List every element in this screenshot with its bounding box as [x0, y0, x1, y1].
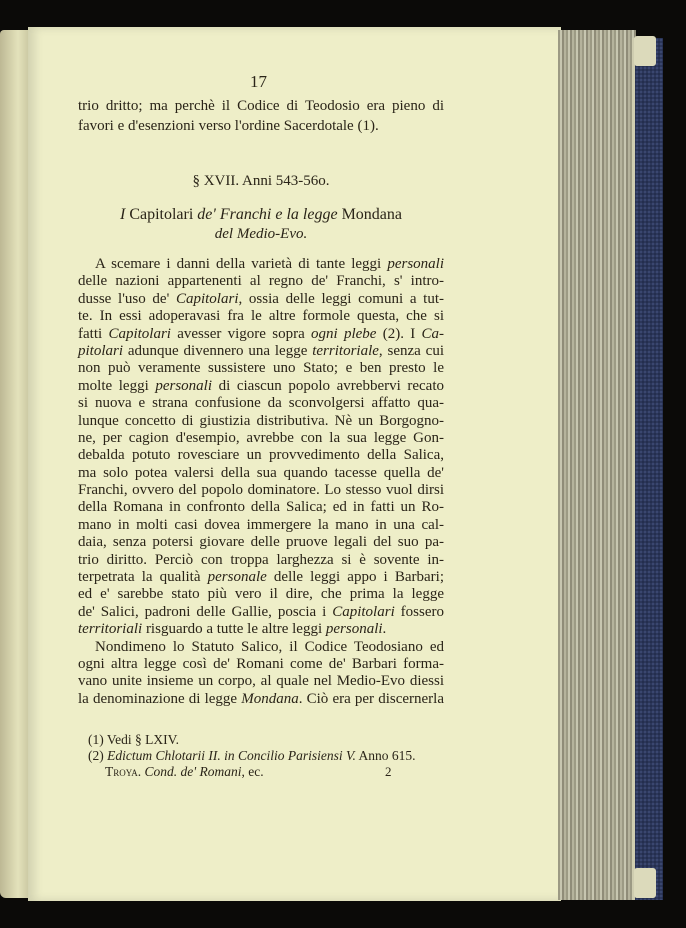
text-segment: Capitolari: [125, 206, 198, 223]
text-line: [78, 291, 444, 308]
signature-mark: 2: [385, 764, 392, 779]
text-line: [78, 534, 444, 551]
text-line: [78, 691, 444, 708]
text-segment: trio dritto; ma perchè il Codice di Teodosio era pieno di: [78, 98, 444, 114]
text-segment: daia, senza potersi giovare delle pruove legali del suo pa-: [78, 534, 444, 551]
text-segment: adunque divennero una legge: [123, 342, 313, 359]
text-segment: terpetrata la qualità: [78, 569, 208, 586]
text-segment: , senza cui: [378, 342, 445, 359]
text-line: [78, 116, 444, 136]
text-line: [78, 482, 444, 499]
body-text: [78, 256, 444, 708]
text-line: [78, 673, 444, 690]
text-segment: (2): [88, 748, 108, 763]
cover-corner-bottom: [634, 868, 656, 898]
text-line: [78, 499, 444, 516]
text-line: [78, 413, 444, 430]
text-segment: delle nazioni appartenenti al regno de' Franchi, s' intro-: [78, 273, 444, 290]
text-line: [88, 748, 444, 764]
text-segment: ne, per cagion d'esempio, avrebbe con la sua legge Gon-: [78, 429, 444, 446]
text-segment: vano unite insieme un corpo, al quale nel Medio-Evo diessi: [78, 673, 444, 690]
text-segment: Cond. de' Romani: [144, 764, 242, 779]
section-heading: § XVII. Anni 543-56o.: [192, 173, 330, 189]
text-segment: risguardo a tutte le altre leggi: [142, 621, 326, 638]
text-segment: . Ciò era per discernerla: [298, 690, 444, 707]
text-segment: si nuova e strana confusione da sconvolgersi affatto qua-: [78, 395, 444, 412]
text-segment: della Romana in confronto della Salica; ed in fatti un Ro-: [78, 499, 444, 516]
chapter-subtitle: del Medio-Evo.: [214, 226, 308, 242]
text-segment: Anno 615.: [355, 748, 416, 763]
text-line: [78, 430, 444, 447]
page-edges: [558, 30, 636, 900]
text-line: [78, 395, 444, 412]
text-segment: lunque concetto di giustizia distributiva. Nè un Borgogno-: [78, 412, 444, 429]
text-segment: pitolari: [78, 342, 124, 359]
text-line: [78, 639, 444, 656]
text-segment: ma solo potea valersi della sua quando tacesse quella de': [78, 464, 444, 481]
text-segment: Edictum Chlotarii II. in Concilio Parisiensi V.: [107, 748, 356, 763]
text-line: [78, 326, 444, 343]
text-segment: ed e' sarebbe stato più vero il dire, che prima la legge: [78, 586, 444, 603]
text-line: [78, 569, 444, 586]
text-segment: mano in molti casi dovea immergere la mano in una cal-: [78, 516, 444, 533]
text-line: [78, 256, 444, 273]
opening-paragraph: [78, 96, 444, 136]
facing-page-edge: [0, 30, 30, 898]
page-number: 17: [250, 72, 267, 91]
text-segment: debalda potuto rovesciare un provvedimento della Salica,: [78, 447, 444, 464]
text-segment: molte leggi: [78, 377, 156, 394]
text-line: [78, 343, 444, 360]
text-segment: ogni altra legge così de' Romani come de' Barbari forma-: [78, 655, 444, 672]
text-segment: Capitolari: [108, 325, 171, 342]
text-segment: (1) Vedi § LXIV.: [88, 732, 179, 747]
text-segment: fatti: [78, 325, 109, 342]
text-segment: personali: [387, 256, 444, 272]
text-segment: de' Salici, padroni delle Gallie, poscia i: [78, 603, 333, 620]
text-segment: I: [119, 206, 126, 223]
text-segment: territoriali: [78, 621, 143, 638]
text-segment: de' Franchi e la legge: [197, 206, 338, 223]
text-segment: la denominazione di legge: [78, 690, 242, 707]
text-line: [78, 621, 444, 638]
text-segment: , ossia delle leggi comuni a tut-: [238, 290, 444, 307]
text-line: [78, 552, 444, 569]
text-segment: personali: [155, 377, 212, 394]
book-cover: [632, 38, 663, 900]
text-segment: Franchi, ovvero del popolo dominatore. Lo stesso vuol dirsi: [78, 482, 444, 499]
text-segment: non può veramente sussistere uno Stato; e ben presto le: [78, 360, 444, 377]
text-segment: .: [382, 621, 387, 638]
text-line: [78, 604, 444, 621]
text-segment: fossero: [394, 603, 444, 620]
text-line: [88, 732, 444, 748]
text-segment: delle leggi appo i Barbari;: [266, 569, 444, 586]
text-segment: territoriale: [312, 342, 379, 359]
text-line: [78, 308, 444, 325]
text-segment: Capitolari: [332, 603, 395, 620]
chapter-title: [78, 205, 444, 224]
cover-corner-top: [634, 36, 656, 66]
text-line: [78, 586, 444, 603]
text-segment: Mondana: [337, 206, 402, 223]
text-line: [78, 360, 444, 377]
text-line: [78, 273, 444, 290]
text-line: [78, 656, 444, 673]
text-segment: trio diritto. Perciò con troppa larghezza si è sovente in-: [78, 551, 444, 568]
text-segment: personale: [207, 569, 267, 586]
text-line: [78, 378, 444, 395]
text-segment: (2). I: [376, 325, 422, 342]
text-line: [78, 96, 444, 116]
text-segment: A scemare i danni della varietà di tante leggi: [95, 256, 388, 272]
text-segment: personali: [325, 621, 383, 638]
text-segment: , ec.: [241, 764, 264, 779]
text-segment: favori e d'esenzioni verso l'ordine Sacerdotale (1).: [78, 118, 379, 134]
text-segment: avesser vigore sopra: [170, 325, 311, 342]
text-segment: ogni plebe: [311, 325, 377, 342]
text-segment: te. In essi adoperavasi fra le altre formole questa, che si: [78, 308, 444, 325]
text-segment: dusse l'uso de': [78, 290, 176, 307]
text-segment: di ciascun popolo avrebbervi recato: [212, 377, 444, 394]
text-segment: Capitolari: [175, 290, 239, 307]
text-segment: Nondimeno lo Statuto Salico, il Codice Teodosiano ed: [95, 638, 444, 655]
text-segment: Mondana: [241, 690, 299, 707]
text-line: [78, 447, 444, 464]
text-segment: Troya.: [105, 764, 142, 779]
text-line: [78, 465, 444, 482]
text-segment: Ca-: [421, 325, 444, 342]
text-line: [78, 517, 444, 534]
